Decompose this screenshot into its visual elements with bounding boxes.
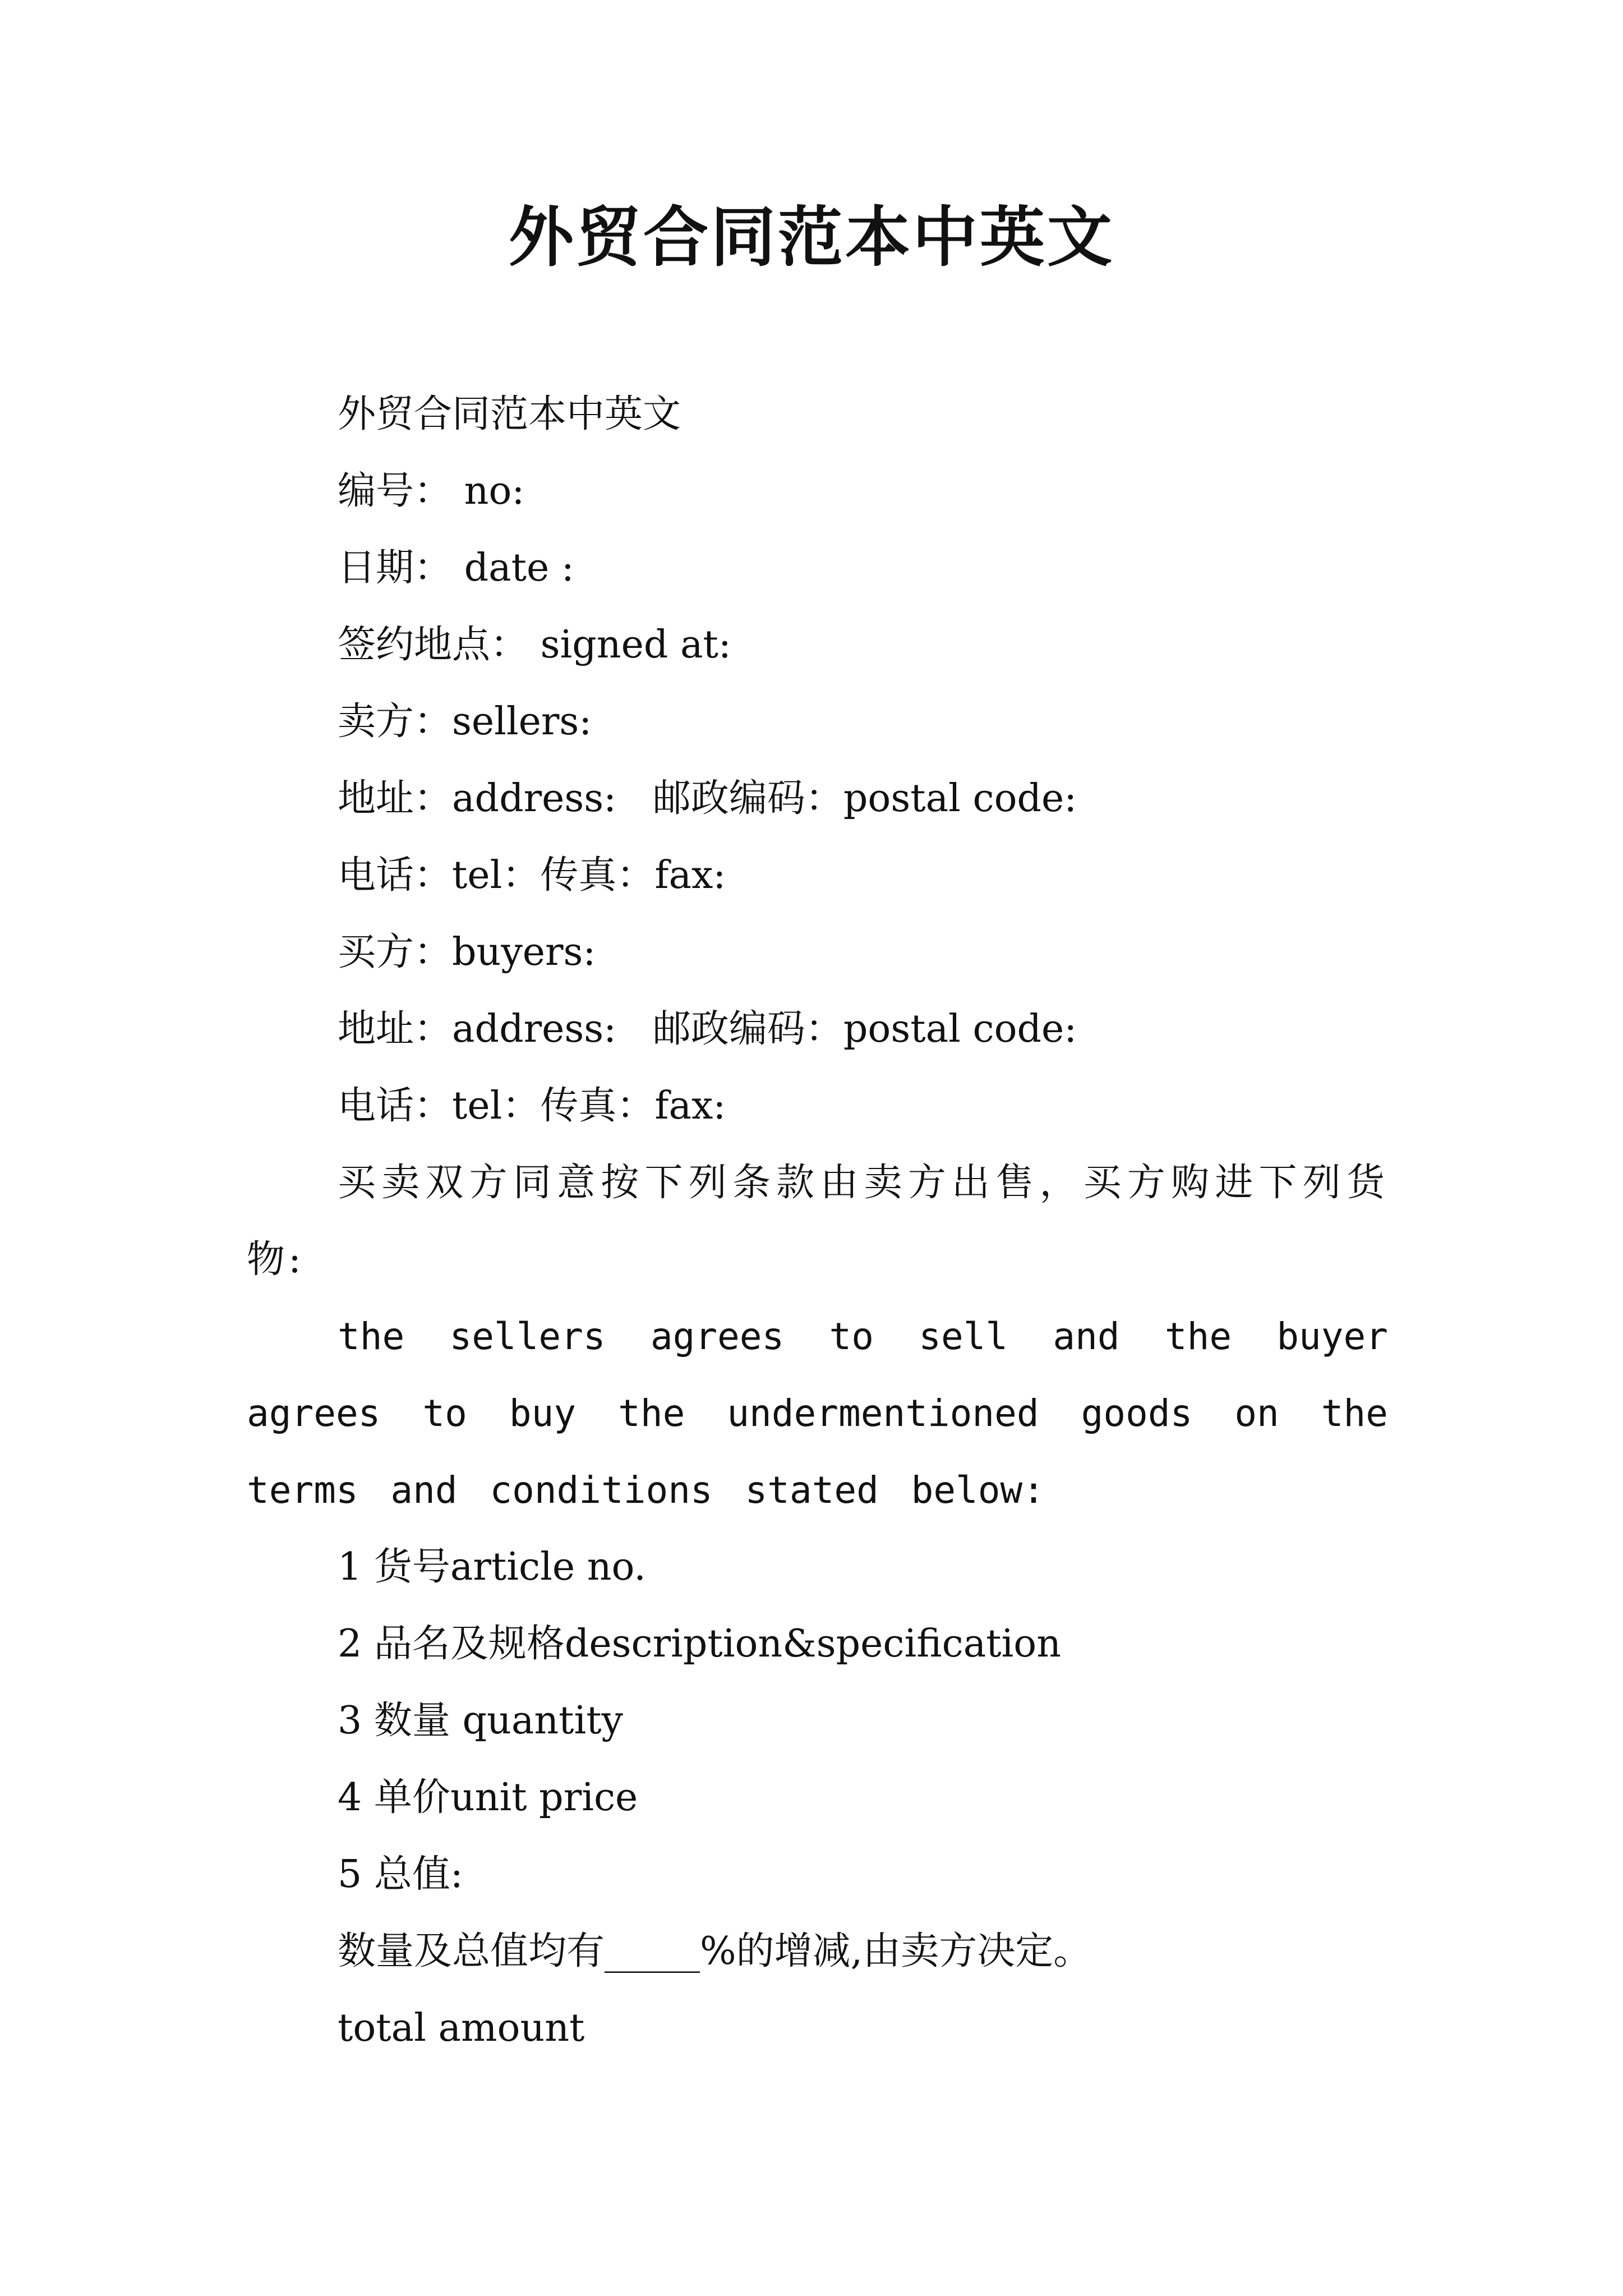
document-title: 外贸合同范本中英文	[509, 199, 1114, 275]
item-quantity: 3 数量 quantity	[338, 1699, 623, 1743]
contract-number-line: 编号： no:	[338, 469, 525, 513]
document-body	[247, 376, 1388, 2067]
item-unit-price: 4 单价unit price	[338, 1775, 638, 1820]
item-description: 2 品名及规格description&specification	[338, 1622, 1062, 1666]
buyer-phone-line: 电话：tel：传真：fax:	[338, 1084, 726, 1128]
agreement-paragraph-en: the sellers agrees to sell and the buyer agrees to buy the undermentioned goods on the terms and conditions stated below:	[247, 1315, 1388, 1512]
total-amount-line: total amount	[338, 2006, 585, 2050]
item-article-no: 1 货号article no.	[338, 1545, 646, 1589]
date-line: 日期： date :	[338, 546, 574, 590]
item-total-value: 5 总值:	[338, 1852, 463, 1897]
subtitle-line: 外贸合同范本中英文	[338, 392, 681, 436]
agreement-paragraph-cn: 买卖双方同意按下列条款由卖方出售，买方购进下列货物:	[247, 1161, 1388, 1282]
variance-note-line: 数量及总值均有_____%的增减,由卖方决定。	[338, 1929, 1092, 1973]
sellers-line: 卖方：sellers:	[338, 700, 592, 744]
seller-phone-line: 电话：tel：传真：fax:	[338, 853, 726, 898]
buyer-address-line: 地址：address: 邮政编码：postal code:	[338, 1007, 1077, 1051]
buyers-line: 买方：buyers:	[338, 930, 596, 974]
signed-at-line: 签约地点： signed at:	[338, 623, 731, 667]
seller-address-line: 地址：address: 邮政编码：postal code:	[338, 776, 1077, 821]
